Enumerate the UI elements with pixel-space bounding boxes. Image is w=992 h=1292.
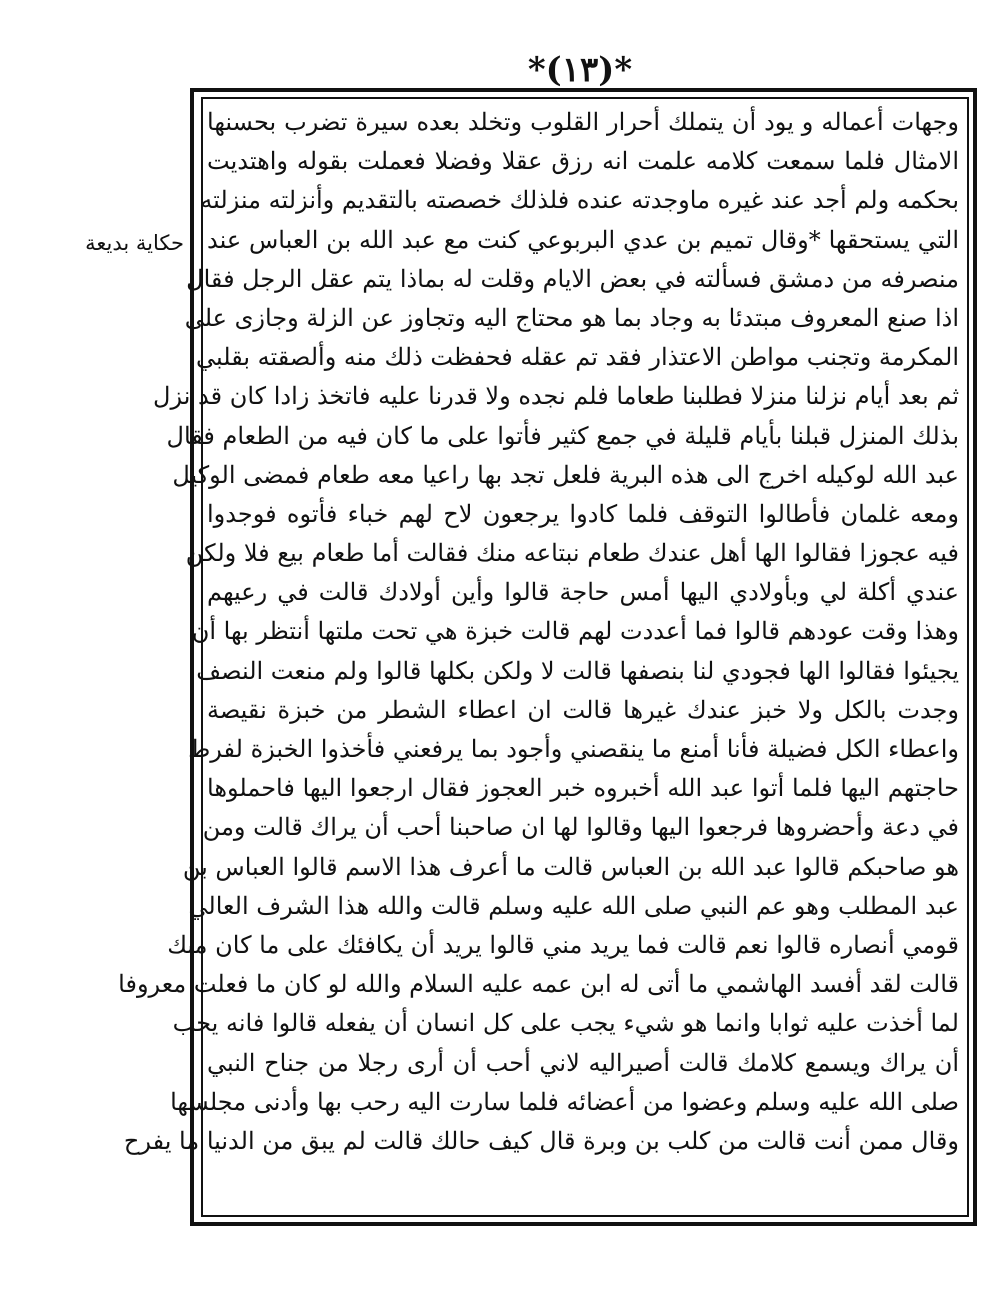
text-line: بحكمه ولم أجد عند غيره ماوجدته عنده فلذلك خصصته بالتقديم وأنزلته منزلته (200, 186, 959, 215)
text-line: قومي أنصاره قالوا نعم قالت فما يريد مني قالوا يريد أن يكافئك على ما كان منك (167, 930, 959, 959)
text-line: وجدت بالكل ولا خبز عندك غيرها قالت ان اعطاء الشطر من خبزة نقيصة (207, 695, 959, 724)
text-line: عبد المطلب وهو عم النبي صلى الله عليه وسلم قالت والله هذا الشرف العالي (188, 891, 959, 920)
text-line: فيه عجوزا فقالوا الها أهل عندك طعام نبتاعه منك فقالت أما طعام بيع فلا ولكن (185, 539, 959, 568)
text-line: عندي أكلة لي وبأولادي اليها أمس حاجة قالوا وأين أولادك قالت في رعيهم (207, 578, 959, 607)
text-line: الامثال فلما سمعت كلامه علمت انه رزق عقلا وفضلا فعملت بقوله واهتديت (207, 147, 960, 176)
text-line: وهذا وقت عودهم قالوا فما أعددت لهم قالت خبزة هي تحت ملتها أنتظر بها أن (191, 617, 959, 646)
text-line: في دعة وأحضروها فرجعوا اليها وقالوا لها ان صاحبنا أحب أن يراك قالت ومن (202, 813, 959, 842)
text-line: وقال ممن أنت قالت من كلب بن وبرة قال كيف حالك قالت لم يبق من الدنيا ما يفرح (123, 1126, 959, 1155)
text-line: اذا صنع المعروف مبتدئا به وجاد بما هو محتاج اليه وتجاوز عن الزلة وجازى على (184, 303, 959, 332)
text-line: عبد الله لوكيله اخرج الى هذه البرية فلعل تجد بها راعيا معه طعام فمضى الوكيل (172, 460, 959, 489)
text-line: قالت لقد أفسد الهاشمي ما أتى له ابن عمه عليه السلام والله لو كان ما فعلت معروفا (118, 970, 959, 999)
text-line: ومعه غلمان فأطالوا التوقف فلما كادوا يرجعون لاح لهم خباء فأتوه فوجدوا (207, 499, 959, 528)
page-number: *(١٣)* (527, 50, 633, 90)
text-line: حاجتهم اليها فلما أتوا عبد الله أخبروه خبر العجوز فقال ارجعوا اليها فاحملوها (207, 774, 959, 803)
text-line: هو صاحبكم قالوا عبد الله بن العباس قالت ما أعرف هذا الاسم قالوا العباس بن (182, 852, 959, 881)
text-line: صلى الله عليه وسلم وعضوا من أعضائه فلما سارت اليه رحب بها وأدنى مجلسها (170, 1087, 959, 1116)
text-line: وجهات أعماله و يود أن يتملك أحرار القلوب وتخلد بعده سيرة تضرب بحسنها (207, 108, 959, 136)
marginal-note: حكاية بديعة (85, 231, 184, 255)
text-line: المكرمة وتجنب مواطن الاعتذار فقد تم عقله فحفظت ذلك منه وألصقته بقلبي (196, 343, 959, 372)
text-line: بذلك المنزل قبلنا بأيام قليلة في جمع كثير فأتوا على ما كان فيه من الطعام فقال (166, 421, 959, 450)
text-line: التي يستحقها *وقال تميم بن عدي البربوعي كنت مع عبد الله بن العباس عند (207, 225, 959, 254)
text-line: لما أخذت عليه ثوابا وانما هو شيء يجب على كل انسان أن يفعله قالوا فانه يحب (172, 1009, 959, 1038)
text-line: واعطاء الكل فضيلة فأنا أمنع ما ينقصني وأجود بما يرفعني فأخذوا الخبزة لفرط (188, 735, 959, 763)
text-line: أن يراك ويسمع كلامك قالت أصيراليه لاني أحب أن أرى رجلا من جناح النبي (207, 1048, 960, 1077)
text-line: منصرفه من دمشق فسألته في بعض الايام وقلت له بماذا يتم عقل الرجل فقال (186, 264, 959, 293)
text-line: ثم بعد أيام نزلنا منزلا فطلبنا طعاما فلم نجده ولا قدرنا عليه فاتخذ زادا كان قد نزل (153, 382, 959, 411)
text-line: يجيئوا فقالوا الها فجودي لنا بنصفها قالت لا ولكن بكلها قالوا ولم منعت النصف (196, 656, 959, 685)
